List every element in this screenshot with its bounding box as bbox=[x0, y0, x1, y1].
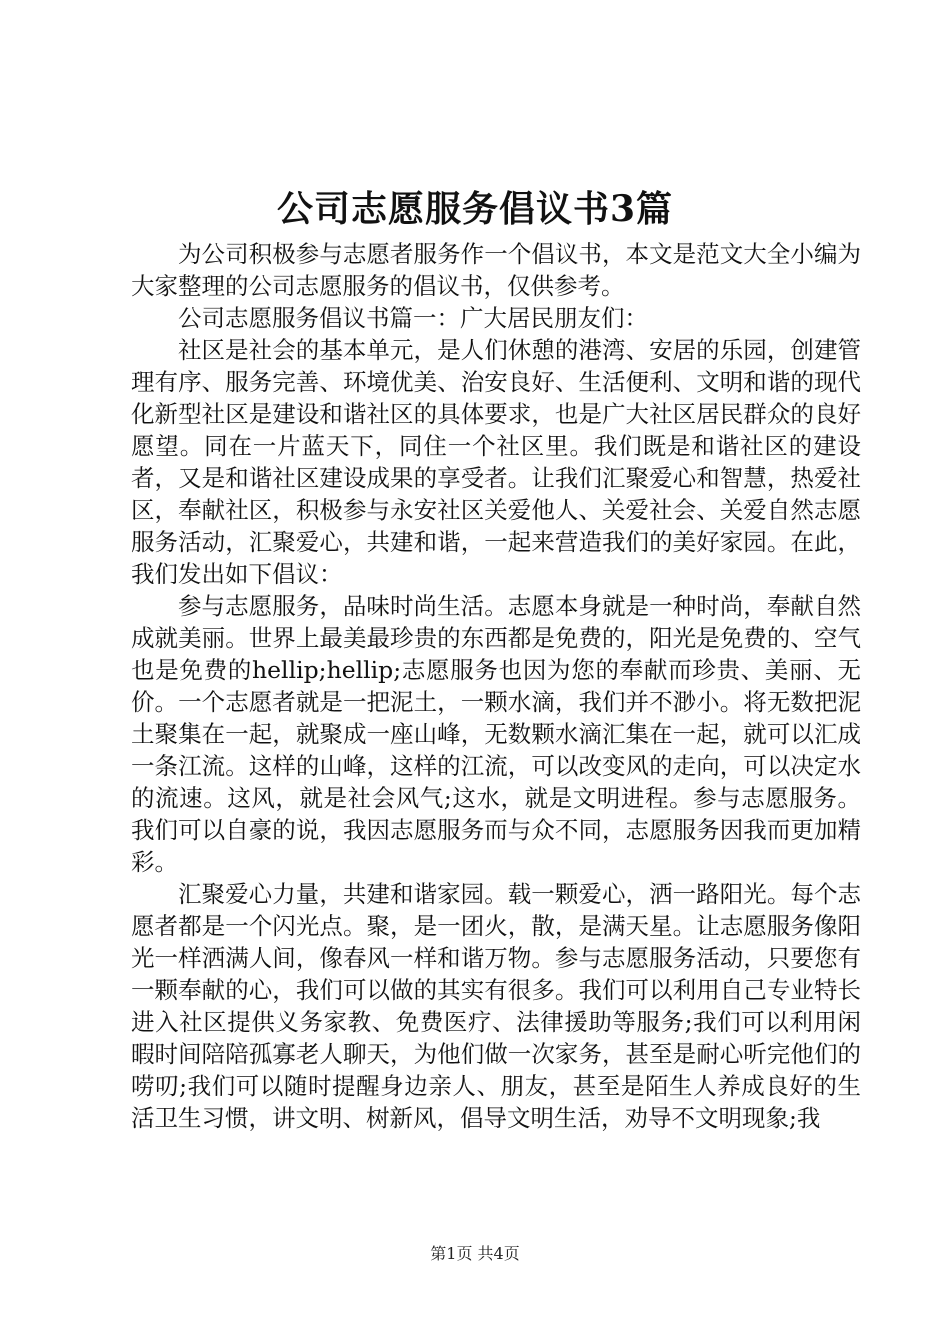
paragraph-intro: 为公司积极参与志愿者服务作一个倡议书，本文是范文大全小编为大家整理的公司志愿服务的倡议书，仅供参考。 bbox=[131, 240, 861, 300]
document-body bbox=[131, 238, 861, 1134]
paragraph-gather-love: 汇聚爱心力量，共建和谐家园。载一颗爱心，洒一路阳光。每个志愿者都是一个闪光点。聚，是一团火，散，是满天星。让志愿服务像阳光一样洒满人间，像春风一样和谐万物。参与志愿服务活动，只要您有一颗奉献的心，我们可以做的其实有很多。我们可以利用自己专业特长进入社区提供义务家教、免费医疗、法律援助等服务;我们可以利用闲暇时间陪陪孤寡老人聊天，为他们做一次家务，甚至是耐心听完他们的唠叨;我们可以随时提醒身边亲人、朋友，甚至是陌生人养成良好的生活卫生习惯，讲文明、树新风，倡导文明生活，劝导不文明现象;我 bbox=[131, 880, 861, 1132]
document-title: 公司志愿服务倡议书3篇 bbox=[276, 188, 674, 230]
page-footer: 第1页 共4页 bbox=[430, 1244, 520, 1263]
paragraph-community: 社区是社会的基本单元，是人们休憩的港湾、安居的乐园，创建管理有序、服务完善、环境优美、治安良好、生活便利、文明和谐的现代化新型社区是建设和谐社区的具体要求，也是广大社区居民群众的良好愿望。同在一片蓝天下，同住一个社区里。我们既是和谐社区的建设者，又是和谐社区建设成果的享受者。让我们汇聚爱心和智慧，热爱社区，奉献社区，积极参与永安社区关爱他人、关爱社会、关爱自然志愿服务活动，汇聚爱心，共建和谐，一起来营造我们的美好家园。在此，我们发出如下倡议： bbox=[131, 336, 861, 588]
paragraph-salutation: 公司志愿服务倡议书篇一：广大居民朋友们： bbox=[178, 304, 648, 332]
paragraph-participate: 参与志愿服务，品味时尚生活。志愿本身就是一种时尚，奉献自然成就美丽。世界上最美最珍贵的东西都是免费的，阳光是免费的、空气也是免费的hellip;hellip;志愿服务也因为您的奉献而珍贵、美丽、无价。一个志愿者就是一把泥土，一颗水滴，我们并不渺小。将无数把泥土聚集在一起，就聚成一座山峰，无数颗水滴汇集在一起，就可以汇成一条江流。这样的山峰，这样的江流，可以改变风的走向，可以决定水的流速。这风，就是社会风气;这水，就是文明进程。参与志愿服务。我们可以自豪的说，我因志愿服务而与众不同，志愿服务因我而更加精彩。 bbox=[131, 592, 861, 876]
